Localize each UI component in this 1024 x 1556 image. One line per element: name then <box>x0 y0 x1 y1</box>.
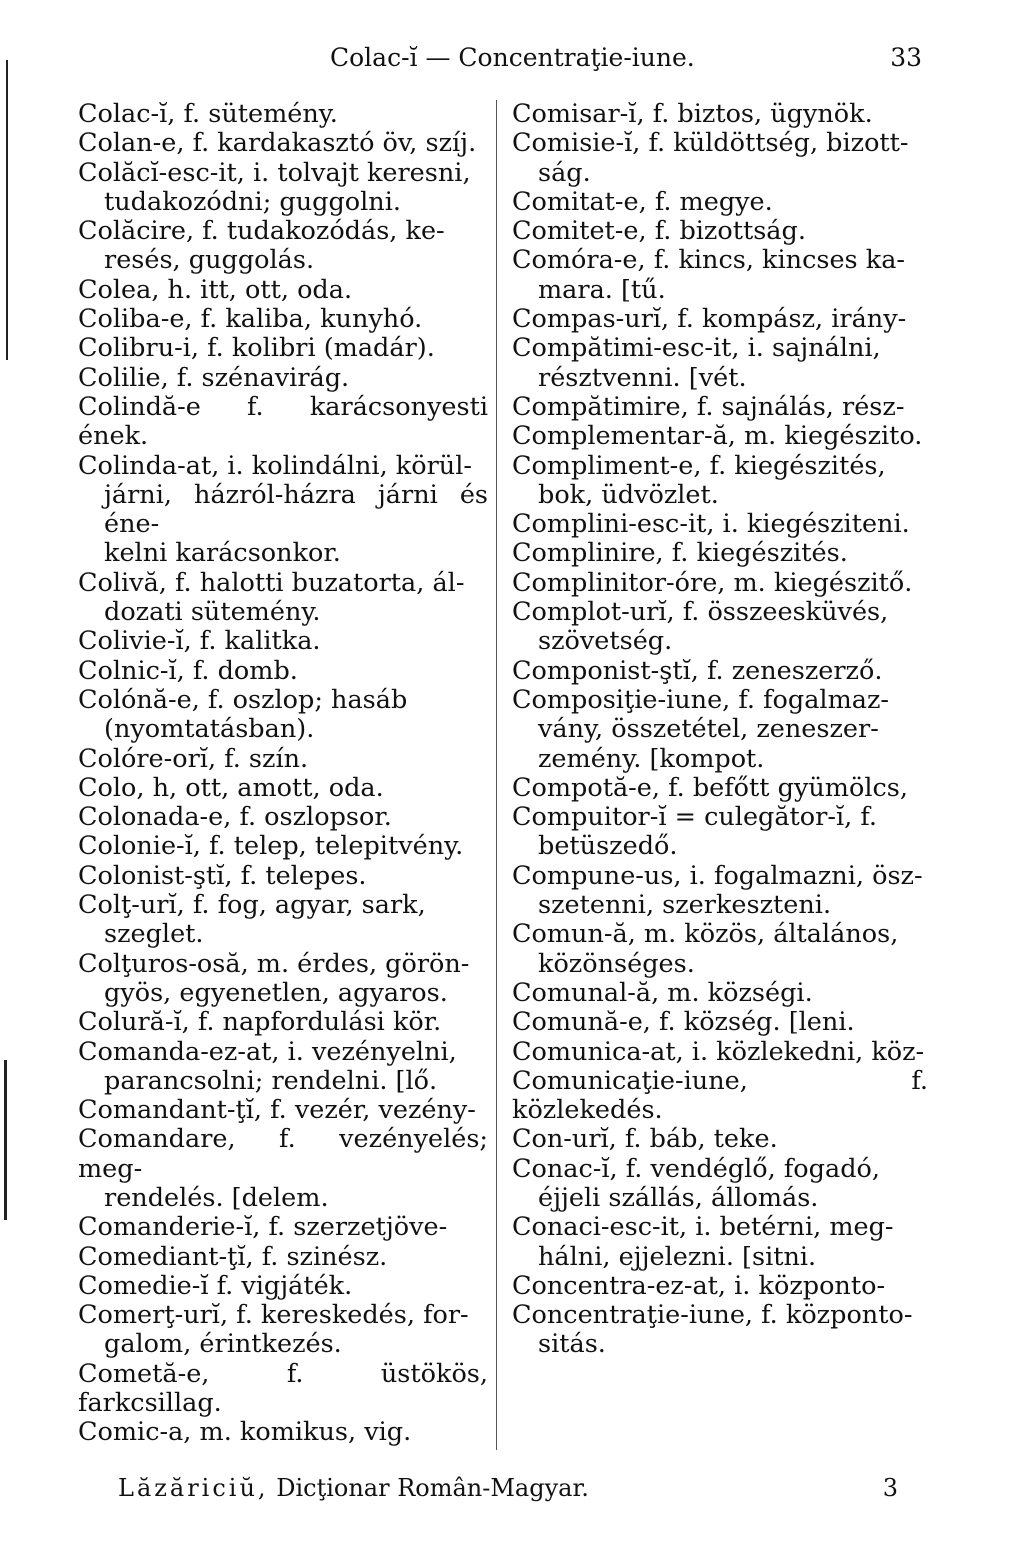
entry-headline: Comunal-ă, m. községi. <box>512 977 813 1008</box>
entry-continuation: szetenni, szerkeszteni. <box>538 890 832 921</box>
dictionary-entry <box>512 598 928 657</box>
entry-headline: Comedie-ĭ f. vigjáték. <box>78 1270 353 1301</box>
dictionary-entry <box>78 1418 488 1447</box>
dictionary-entry <box>512 1067 928 1126</box>
dictionary-entry <box>78 569 488 628</box>
entry-continuation: galom, érintkezés. <box>104 1329 342 1360</box>
entry-headline: Con-urĭ, f. báb, teke. <box>512 1124 778 1155</box>
dictionary-entry <box>78 686 488 745</box>
entry-headline: Comandant-ţĭ, f. vezér, vezény- <box>78 1095 476 1126</box>
dictionary-entry <box>78 891 488 950</box>
dictionary-entry <box>78 393 488 452</box>
page-edge-mark <box>4 1060 7 1220</box>
dictionary-entry <box>512 246 928 305</box>
entry-headline: Compătimi-esc-it, i. sajnálni, <box>512 333 881 364</box>
dictionary-entry <box>78 159 488 218</box>
entry-headline: Comunicaţie-iune, f. közlekedés. <box>512 1065 928 1126</box>
dictionary-entry <box>78 832 488 861</box>
entry-headline: Compune-us, i. fogalmazni, ösz- <box>512 860 923 891</box>
entry-headline: Comisie-ĭ, f. küldöttség, bizott- <box>512 128 909 159</box>
entry-headline: Composiţie-iune, f. fogalmaz- <box>512 684 890 715</box>
entry-headline: Colindă-e f. karácsonyesti ének. <box>78 391 488 452</box>
entry-headline: Colţuros-osă, m. érdes, görön- <box>78 948 470 979</box>
header-title: Colac-ĭ — Concentraţie-iune. <box>330 43 695 72</box>
entry-continuation: közönséges. <box>538 948 695 979</box>
footer-signature: 3 <box>882 1474 898 1502</box>
dictionary-entry <box>78 1243 488 1272</box>
entry-continuation: resés, guggolás. <box>104 245 315 276</box>
entry-headline: Componist-ştĭ, f. zeneszerző. <box>512 655 883 686</box>
dictionary-entry <box>512 510 928 539</box>
entry-headline: Colinda-at, i. kolindálni, körül- <box>78 450 472 481</box>
dictionary-entry <box>512 452 928 511</box>
dictionary-entry <box>78 627 488 656</box>
entry-headline: Comóra-e, f. kincs, kincses ka- <box>512 245 906 276</box>
entry-continuation: vány, összetétel, zeneszer- <box>538 714 879 745</box>
dictionary-entry <box>512 305 928 334</box>
dictionary-entry <box>512 422 928 451</box>
right-column <box>512 100 928 1360</box>
dictionary-entry <box>512 539 928 568</box>
entry-headline: Colonada-e, f. oszlopsor. <box>78 802 392 833</box>
dictionary-entry <box>78 803 488 832</box>
entry-headline: Comic-a, m. komikus, vig. <box>78 1417 412 1448</box>
dictionary-entry <box>78 1008 488 1037</box>
dictionary-entry <box>512 1125 928 1154</box>
entry-headline: Colivă, f. halotti buzatorta, ál- <box>78 567 465 598</box>
dictionary-entry <box>512 657 928 686</box>
entry-headline: Coliba-e, f. kaliba, kunyhó. <box>78 304 423 335</box>
dictionary-entry <box>512 979 928 1008</box>
entry-headline: Comună-e, f. község. [leni. <box>512 1007 855 1038</box>
dictionary-entry <box>512 862 928 921</box>
entry-headline: Colóre-orĭ, f. szín. <box>78 743 309 774</box>
entry-headline: Colivie-ĭ, f. kalitka. <box>78 626 321 657</box>
dictionary-entry <box>512 217 928 246</box>
entry-continuation: szövetség. <box>538 626 673 657</box>
entry-headline: Colonist-ştĭ, f. telepes. <box>78 860 367 891</box>
dictionary-entry <box>78 1272 488 1301</box>
entry-headline: Comunica-at, i. közlekedni, köz- <box>512 1036 925 1067</box>
entry-headline: Compuitor-ĭ = culegător-ĭ, f. <box>512 802 877 833</box>
dictionary-entry <box>78 950 488 1009</box>
dictionary-entry <box>78 452 488 569</box>
entry-headline: Complini-esc-it, i. kiegésziteni. <box>512 509 910 540</box>
entry-headline: Colibru-i, f. kolibri (madár). <box>78 333 435 364</box>
entry-headline: Comandare, f. vezényelés; meg- <box>78 1124 488 1184</box>
dictionary-entry <box>512 393 928 422</box>
entry-headline: Colăcĭ-esc-it, i. tolvajt keresni, <box>78 157 471 188</box>
entry-headline: Concentra-ez-at, i. központo- <box>512 1270 886 1301</box>
dictionary-entry <box>78 1301 488 1360</box>
entry-headline: Complementar-ă, m. kiegészito. <box>512 421 923 452</box>
entry-headline: Cometă-e, f. üstökös, farkcsillag. <box>78 1358 488 1419</box>
dictionary-entry <box>512 1038 928 1067</box>
dictionary-entry <box>78 364 488 393</box>
page-edge-mark <box>6 60 8 360</box>
dictionary-entry <box>78 100 488 129</box>
dictionary-entry <box>512 1008 928 1037</box>
entry-headline: Comerţ-urĭ, f. kereskedés, for- <box>78 1300 469 1331</box>
entry-headline: Colăcire, f. tudakozódás, ke- <box>78 216 445 247</box>
entry-continuation: zemény. [kompot. <box>538 743 765 774</box>
entry-continuation: gyös, egyenetlen, agyaros. <box>104 977 448 1008</box>
dictionary-entry <box>512 100 928 129</box>
entry-continuation: (nyomtatásban). <box>104 714 315 745</box>
dictionary-entry <box>512 129 928 188</box>
entry-headline: Colilie, f. szénavirág. <box>78 362 350 393</box>
dictionary-entry <box>512 803 928 862</box>
running-header <box>0 38 1024 78</box>
dictionary-entry <box>512 334 928 393</box>
footer-title: Dicţionar Român-Magyar. <box>276 1474 589 1502</box>
dictionary-entry <box>78 276 488 305</box>
dictionary-entry <box>78 657 488 686</box>
entry-headline: Comisar-ĭ, f. biztos, ügynök. <box>512 99 873 129</box>
dictionary-entry <box>78 1096 488 1125</box>
page-number: 33 <box>890 43 922 72</box>
dictionary-entry <box>512 774 928 803</box>
entry-continuation: rendelés. [delem. <box>104 1182 329 1213</box>
entry-headline: Complinitor-óre, m. kiegészitő. <box>512 567 913 598</box>
entry-headline: Concentraţie-iune, f. központo- <box>512 1300 913 1331</box>
entry-continuation: szeglet. <box>104 919 204 950</box>
entry-headline: Comanderie-ĭ, f. szerzetjöve- <box>78 1212 448 1243</box>
dictionary-entry <box>78 862 488 891</box>
entry-headline: Comanda-ez-at, i. vezényelni, <box>78 1036 457 1067</box>
dictionary-entry <box>512 1301 928 1360</box>
entry-continuation: dozati sütemény. <box>104 597 321 628</box>
dictionary-entry <box>512 1272 928 1301</box>
entry-continuation: tudakozódni; guggolni. <box>104 186 401 217</box>
entry-continuation: kelni karácsonkor. <box>104 538 341 569</box>
entry-headline: Colţ-urĭ, f. fog, agyar, sark, <box>78 890 426 921</box>
dictionary-entry <box>78 745 488 774</box>
entry-headline: Colonie-ĭ, f. telep, telepitvény. <box>78 831 464 862</box>
entry-headline: Colo, h, ott, amott, oda. <box>78 772 384 803</box>
entry-continuation: hálni, ejjelezni. [sitni. <box>538 1241 817 1272</box>
dictionary-entry <box>78 1125 488 1213</box>
entry-continuation: betüszedő. <box>538 831 678 862</box>
entry-headline: Colac-ĭ, f. sütemény. <box>78 99 338 129</box>
entry-headline: Colea, h. itt, ott, oda. <box>78 274 353 305</box>
footer-author: Lăzăriciŭ, <box>118 1474 269 1502</box>
entry-continuation: éjjeli szállás, állomás. <box>538 1182 819 1213</box>
entry-headline: Colură-ĭ, f. napfordulási kör. <box>78 1007 442 1038</box>
left-column <box>78 100 488 1448</box>
entry-headline: Colan-e, f. kardakasztó öv, szíj. <box>78 128 477 159</box>
column-divider <box>496 100 497 1450</box>
entry-headline: Comediant-ţĭ, f. szinész. <box>78 1241 388 1272</box>
entry-continuation: bok, üdvözlet. <box>538 479 719 510</box>
entry-headline: Complot-urĭ, f. összeesküvés, <box>512 597 889 628</box>
entry-headline: Conac-ĭ, f. vendéglő, fogadó, <box>512 1153 880 1184</box>
dictionary-entry <box>512 1155 928 1214</box>
dictionary-entry <box>78 129 488 158</box>
dictionary-entry <box>512 569 928 598</box>
entry-continuation: parancsolni; rendelni. [lő. <box>104 1065 438 1096</box>
entry-headline: Comitat-e, f. megye. <box>512 186 773 217</box>
dictionary-entry <box>78 774 488 803</box>
entry-headline: Complinire, f. kiegészités. <box>512 538 848 569</box>
entry-headline: Compas-urĭ, f. kompász, irány- <box>512 304 907 335</box>
dictionary-entry <box>78 1360 488 1419</box>
dictionary-entry <box>512 920 928 979</box>
dictionary-entry <box>512 1213 928 1272</box>
entry-continuation: járni, házról-házra járni és éne- <box>104 479 488 540</box>
entry-headline: Colnic-ĭ, f. domb. <box>78 655 298 686</box>
entry-headline: Compliment-e, f. kiegészités, <box>512 450 886 481</box>
entry-continuation: ság. <box>538 157 591 188</box>
dictionary-entry <box>512 188 928 217</box>
entry-headline: Conaci-esc-it, i. betérni, meg- <box>512 1212 894 1243</box>
entry-headline: Colónă-e, f. oszlop; hasáb <box>78 684 408 715</box>
dictionary-entry <box>78 1038 488 1097</box>
entry-headline: Comun-ă, m. közös, általános, <box>512 919 899 950</box>
entry-continuation: sitás. <box>538 1329 606 1360</box>
dictionary-entry <box>78 305 488 334</box>
entry-headline: Compătimire, f. sajnálás, rész- <box>512 391 905 422</box>
entry-continuation: résztvenni. [vét. <box>538 362 747 393</box>
dictionary-entry <box>512 686 928 774</box>
entry-headline: Comitet-e, f. bizottság. <box>512 216 806 247</box>
dictionary-entry <box>78 217 488 276</box>
page-footer <box>118 1468 898 1508</box>
dictionary-entry <box>78 1213 488 1242</box>
dictionary-entry <box>78 334 488 363</box>
entry-headline: Compotă-e, f. befőtt gyümölcs, <box>512 772 908 803</box>
entry-continuation: mara. [tű. <box>538 274 666 305</box>
